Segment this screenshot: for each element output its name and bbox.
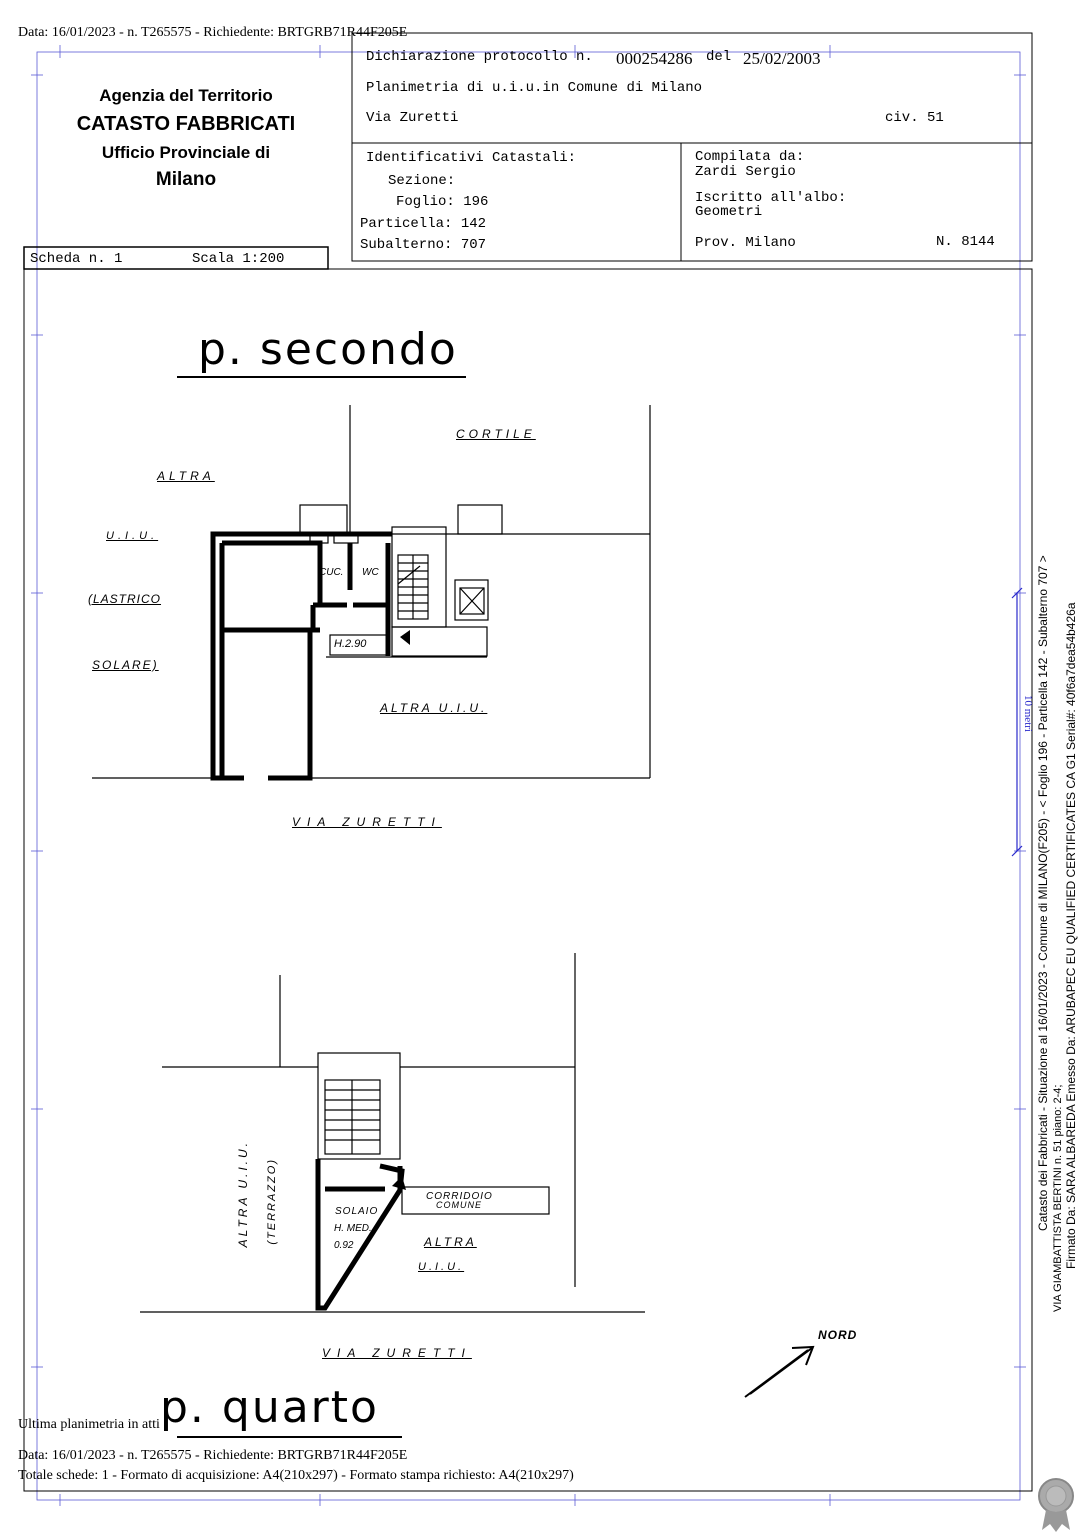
foglio: Foglio: 196: [396, 194, 489, 210]
side-signature-line: Firmato Da: SARA ALBAREDA Emesso Da: ARUBAPEC EU QUALIFIED CERTIFICATES CA G1 Serial#: 40f6a7dea54b426a: [1064, 602, 1078, 1269]
label-height: H.2.90: [334, 638, 367, 650]
civic-number: civ. 51: [885, 110, 944, 126]
label-h-value: 0.92: [334, 1240, 354, 1251]
del-label: del: [706, 49, 732, 65]
label-via-zuretti-1: VIA ZURETTI: [292, 815, 442, 829]
floor-2-title: p. secondo: [198, 324, 458, 375]
label-cortile: CORTILE: [456, 427, 536, 441]
north-label: NORD: [818, 1328, 858, 1342]
label-altra-uiu-vertical: ALTRA U.I.U.: [236, 1140, 250, 1248]
dichiarazione-label: Dichiarazione protocollo n.: [366, 49, 593, 65]
scale-bar-label: 10 metri: [1022, 695, 1034, 732]
agency-office: Ufficio Provinciale di: [101, 143, 271, 162]
label-comune: COMUNE: [436, 1200, 482, 1210]
agency-city: Milano: [155, 169, 217, 190]
albo-label: Iscritto all'albo:: [695, 190, 847, 206]
prov: Prov. Milano: [695, 235, 796, 251]
scala: Scala 1:200: [192, 251, 285, 267]
albo-number: N. 8144: [936, 234, 995, 250]
footer-totale: Totale schede: 1 - Formato di acquisizione: A4(210x297) - Formato stampa richiesto: A4(210x297): [18, 1468, 574, 1483]
planimetria-line: Planimetria di u.i.u.in Comune di Milano: [366, 80, 703, 96]
label-wc: WC: [362, 567, 379, 578]
floor-4-title: p. quarto: [160, 1382, 379, 1433]
label-uiu-2: U.I.U.: [418, 1261, 465, 1273]
side-catasto-line: Catasto dei Fabbricati - Situazione al 16/01/2023 - Comune di MILANO(F205) - < Foglio 196 - Particella 142 - Subalterno 707 >: [1036, 555, 1050, 1231]
protocol-number: 000254286: [616, 49, 693, 68]
street-name: Via Zuretti: [366, 110, 459, 126]
label-terrazzo: (TERRAZZO): [266, 1158, 278, 1245]
label-via-zuretti-2: VIA ZURETTI: [322, 1346, 472, 1360]
sezione: Sezione:: [388, 173, 456, 189]
label-h-med: H. MED.: [334, 1223, 372, 1234]
ultima-planimetria: Ultima planimetria in atti: [18, 1417, 160, 1432]
top-request-line: Data: 16/01/2023 - n. T265575 - Richiedente: BRTGRB71R44F205E: [18, 25, 408, 40]
label-solare: SOLARE): [92, 658, 159, 672]
subalterno: Subalterno: 707: [360, 237, 487, 253]
label-uiu: U.I.U.: [106, 530, 159, 542]
label-corridoio: CORRIDOIO: [426, 1191, 493, 1202]
compilata-label: Compilata da:: [695, 149, 805, 165]
protocol-date: 25/02/2003: [743, 49, 821, 68]
particella: Particella: 142: [360, 216, 487, 232]
side-address-line: VIA GIAMBATTISTA BERTINI n. 51 piano: 2-4;: [1052, 1085, 1064, 1313]
label-altra-uiu: ALTRA U.I.U.: [380, 701, 488, 715]
identificativi-title: Identificativi Catastali:: [366, 150, 577, 166]
compilata-name: Zardi Sergio: [695, 164, 796, 180]
albo-value: Geometri: [695, 204, 763, 220]
agency-name: Agenzia del Territorio: [99, 86, 273, 105]
label-lastrico: (LASTRICO: [88, 592, 162, 606]
label-altra: ALTRA: [157, 469, 215, 483]
scheda-number: Scheda n. 1: [30, 251, 123, 267]
label-altra-2: ALTRA: [424, 1235, 477, 1249]
agency-catasto: CATASTO FABBRICATI: [76, 113, 296, 135]
label-solaio: SOLAIO: [335, 1206, 379, 1217]
footer-request-line: Data: 16/01/2023 - n. T265575 - Richiedente: BRTGRB71R44F205E: [18, 1448, 408, 1463]
label-cucina: CUC.: [319, 567, 344, 578]
